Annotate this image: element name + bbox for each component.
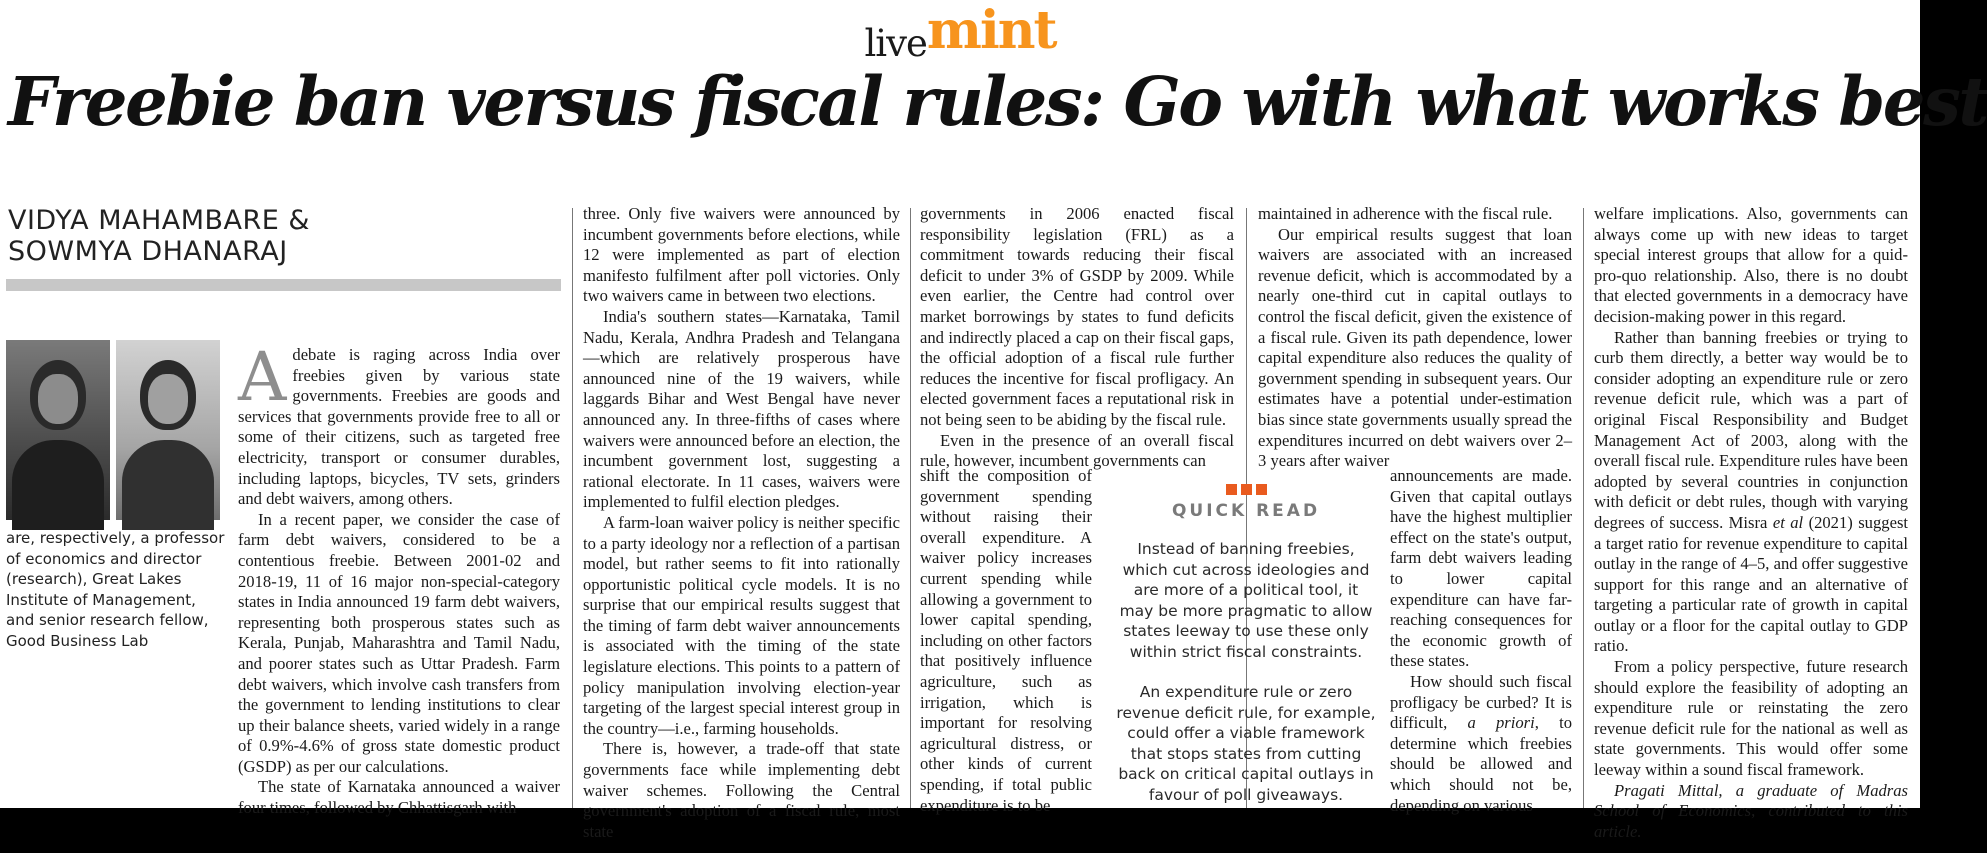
logo-live: live (864, 22, 927, 65)
article-column-3 (920, 204, 1234, 471)
article-paragraph: maintained in adherence with the fiscal rule. (1258, 204, 1553, 223)
byline-rule (6, 279, 561, 291)
article-paragraph: Adebate is raging across India over freebies given by various state governments. Freebies are goods and services that governments provide free to all or some of their citizens, such as targeted free electricity, transport or consumer durables, including laptops, bicycles, TV sets, grinders and debt waivers, among others. (238, 338, 560, 509)
article-column-1 (238, 338, 560, 818)
article-paragraph: Our empirical results suggest that loan waivers are associated with an increased revenue deficit, which is accommodated by a nearly one-third cut in capital outlays to control the fiscal deficit, given the existence of a fiscal rule. Given its path dependence, lower capital expenditure also reduces the quality of government spending in subsequent years. Our estimates have a potential under-estimation bias since state governments usually spread the expenditures incurred on debt waivers over 2–3 years after waiver (1258, 224, 1572, 471)
article-column-5 (1594, 204, 1909, 841)
article-paragraph: From a policy perspective, future research should explore the feasibility of adopting an expenditure rule or reinstating the zero revenue deficit rule for the national as well as state governments. This would offer some leeway within a sound fiscal framework. (1594, 657, 1908, 780)
article-paragraph: The state of Karnataka announced a waiver four times, followed by Chhattisgarh with (238, 777, 560, 818)
article-paragraph: welfare implications. Also, governments can always come up with new ideas to target special interest groups that allow for a quid-pro-quo relationship. Also, there is no doubt that elected governments in a democracy have decision-making power in this regard. (1594, 204, 1908, 326)
quick-read-box (1115, 484, 1377, 808)
headline: Freebie ban versus fiscal rules: Go with what works best (8, 62, 1987, 141)
article-paragraph: How should such fiscal profligacy be curbed? It is difficult, a priori, to determine which freebies should be allowed and which should not be, depending on various (1390, 671, 1572, 815)
article-paragraph: governments in 2006 enacted fiscal responsibility legislation (FRL) as a commitment towards reducing their fiscal deficit to under 3% of GSDP by 2009. While even earlier, the Centre had control over market borrowings by states to fund deficits and indirectly placed a cap on their fiscal gaps, the official adoption of a fiscal rule further reduces the incentive for fiscal profligacy. An elected government faces a reputational risk in not being seen to be abiding by the fiscal rule. (920, 204, 1234, 429)
quick-read-item: Instead of banning freebies, which cut across ideologies and are more of a political tool, it may be more pragmatic to allow states leeway to use these only within strict fiscal constraints. (1119, 540, 1373, 661)
author-photos (6, 340, 220, 520)
article-paragraph: announcements are made. Given that capital outlays have the highest multiplier effect on the state's output, farm debt waivers leading to lower capital expenditure can have far-reaching consequences for the economic growth of these states. (1390, 466, 1572, 671)
article-paragraph: shift the composition of government spending without raising their overall expenditure. A waiver policy increases current spending while allowing a government to lower capital spending, including on other factors that positively influence agriculture, such as irrigation, which is important for resolving agricultural distress, or other kinds of current spending, if total public expenditure is to be (920, 466, 1092, 815)
article-paragraph: three. Only five waivers were announced by incumbent governments before elections, while 12 were implemented as part of election manifesto fulfilment after poll victories. Only two waivers came in between two elections. (583, 204, 900, 306)
article-column-2 (583, 204, 900, 841)
article-paragraph: Rather than banning freebies or trying to curb them directly, a better way would be to consider adopting an expenditure rule or zero revenue deficit rule, which was a part of original Fiscal Responsibility and Budget Management Act of 2003, along with the overall fiscal rule. Expenditure rules have been adopted by several countries in conjunction with deficit or debt rules, though with varying degrees of success. Misra et al (2021) suggest a target ratio for revenue expenditure to capital outlay in the range of 4–5, and offer suggestive support for this range and an alternative of targeting a particular rate of growth in capital outlay or a floor for the capital outlay to GDP ratio. (1594, 327, 1909, 656)
byline (8, 205, 558, 267)
drop-cap: A (238, 338, 287, 416)
article-paragraph: There is, however, a trade-off that state governments face while implementing debt waiver schemes. Following the Central government's adoption of a fiscal rule, most state (583, 739, 900, 841)
byline-author-2: SOWMYA DHANARAJ (8, 236, 288, 267)
article-column-3-lower (920, 466, 1092, 815)
author-photo-2 (116, 340, 220, 520)
quick-read-icon (1115, 484, 1377, 495)
article-column-4 (1258, 204, 1572, 471)
quick-read-title: QUICK READ (1171, 501, 1321, 521)
article-paragraph: In a recent paper, we consider the case of farm debt waivers, considered to be a contentious freebie. Between 2001-02 and 2018-19, 11 of 16 major non-special-category states in India announced 19 farm debt waivers, representing both prosperous states such as Kerala, Punjab, Maharashtra and Tamil Nadu, and poorer states such as Uttar Pradesh. Farm debt waivers, which involve cash transfers from the government to lending institutions to clear up their balance sheets, varied widely in a range of 0.9%-4.6% of gross state domestic product (GSDP) as per our calculations. (238, 509, 560, 776)
article-paragraph: A farm-loan waiver policy is neither specific to a party ideology nor a reflection of a partisan model, but rather seems to fit into rationally opportunistic political cycle models. It is no surprise that our empirical results suggest that the timing of farm debt waiver announcements is associated with the timing of the state legislature elections. This points to a pattern of policy manipulation involving election-year targeting of the largest special interest group in the country—i.e., farming households. (583, 512, 900, 738)
article-paragraph: Even in the presence of an overall fiscal rule, however, incumbent governments can (920, 430, 1234, 471)
column-divider (572, 208, 573, 808)
article-column-4-lower (1390, 466, 1572, 815)
contributor-note: Pragati Mittal, a graduate of Madras School of Economics, contributed to this article. (1594, 780, 1908, 841)
byline-author-1: VIDYA MAHAMBARE & (8, 205, 310, 236)
author-bio: are, respectively, a professor of economics and director (research), Great Lakes Institute of Management, and senior research fellow, Good Business Lab (6, 529, 225, 650)
column-divider (1583, 208, 1584, 808)
quick-read-item: An expenditure rule or zero revenue deficit rule, for example, could offer a viable framework that stops states from cutting back on critical capital outlays in favour of poll giveaways. (1116, 683, 1376, 804)
column-divider (910, 208, 911, 808)
author-photo-1 (6, 340, 110, 520)
article-paragraph: India's southern states—Karnataka, Tamil Nadu, Kerala, Andhra Pradesh and Telangana—which are relatively prosperous have announced nine of the 19 waivers, while laggards Bihar and West Bengal have never announced any. In three-fifths of cases where waivers were announced before an election, the incumbent government lost, suggesting a rational electorate. In 11 cases, waivers were implemented to fulfil election pledges. (583, 306, 900, 512)
logo-mint: mint (926, 0, 1056, 61)
masthead (0, 0, 1920, 65)
